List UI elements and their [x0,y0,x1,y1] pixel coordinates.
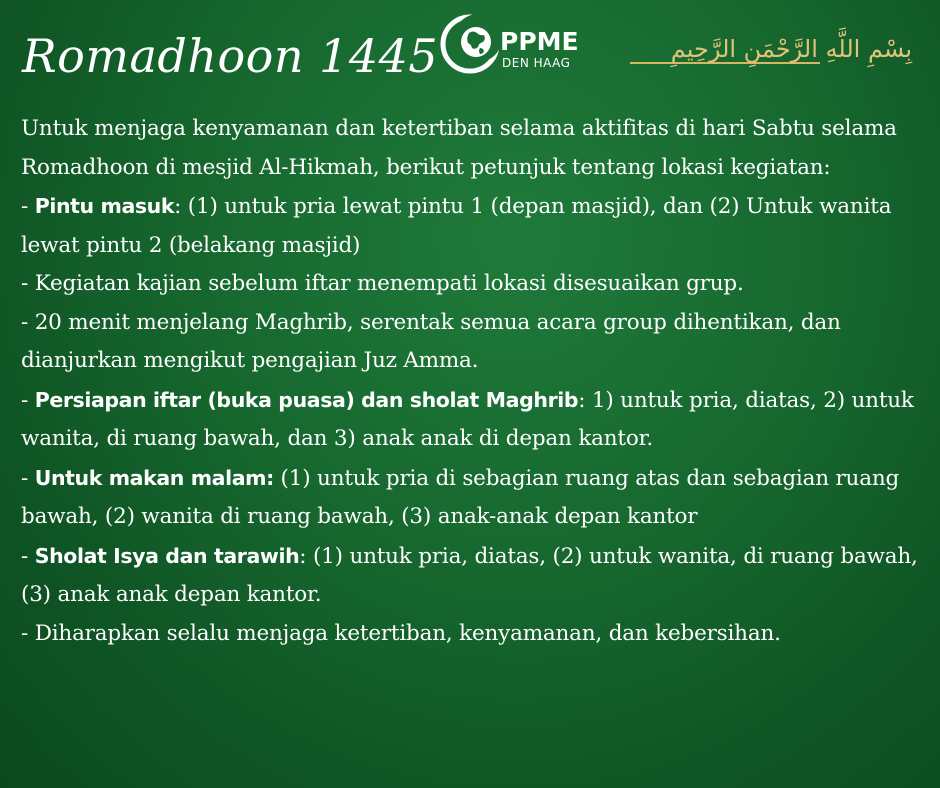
item-text: Kegiatan kajian sebelum iftar menempati lokasi disesuaikan grup. [34,271,744,296]
item-text: : 1) untuk pria, diatas, 2) untuk wanita, di ruang bawah, dan 3) anak anak di depan kantor. [21,387,914,451]
basmala-calligraphy [620,30,920,80]
instruction-item [21,381,926,459]
logo-name: PPME [500,27,579,56]
item-heading: Untuk makan malam: [34,465,274,490]
instruction-item [21,615,926,654]
header [0,0,940,110]
item-heading: Sholat Isya dan tarawih [34,543,300,568]
item-text: Diharapkan selalu menjaga ketertiban, kenyamanan, dan kebersihan. [34,620,781,646]
ppme-logo [440,14,590,74]
item-heading: Persiapan iftar (buka puasa) dan sholat Maghrib [34,387,579,412]
instruction-item [21,537,926,615]
intro-text: Untuk menjaga kenyamanan dan ketertiban selama aktifitas di hari Sabtu selama Romadhoon di mesjid Al-Hikmah, berikut petunjuk tentang lokasi kegiatan: [21,116,897,180]
instruction-item [21,187,926,265]
item-bullet: - [21,543,35,569]
instruction-item [21,304,926,381]
announcement-body [21,110,926,653]
item-bullet: - [21,309,35,335]
item-heading: Pintu masuk [34,194,175,218]
item-bullet: - [21,194,35,219]
item-bullet: - [21,271,35,296]
item-bullet: - [21,465,35,491]
crescent-globe-icon [440,14,500,74]
instruction-list [21,187,926,653]
instruction-item [21,265,926,304]
item-text: 20 menit menjelang Maghrib, serentak semua acara group dihentikan, dan dianjurkan mengikut pengajian Juz Amma. [21,309,841,373]
item-bullet: - [21,620,35,646]
item-bullet: - [21,387,35,413]
basmala-text: بِسْمِ اللَّهِ الرَّحْمَنِ الرَّحِيمِ [670,35,912,63]
item-text: : (1) untuk pria, diatas, (2) untuk wanita, di ruang bawah, (3) anak anak depan kantor. [21,543,918,607]
page-title: Romadhoon 1445 [22,29,439,83]
logo-subtitle: DEN HAAG [502,56,571,70]
instruction-item [21,459,926,537]
item-text: : (1) untuk pria lewat pintu 1 (depan masjid), dan (2) Untuk wanita lewat pintu 2 (belakang masjid) [21,194,892,258]
item-text: (1) untuk pria di sebagian ruang atas dan sebagian ruang bawah, (2) wanita di ruang bawah, (3) anak-anak depan kantor [21,465,900,529]
